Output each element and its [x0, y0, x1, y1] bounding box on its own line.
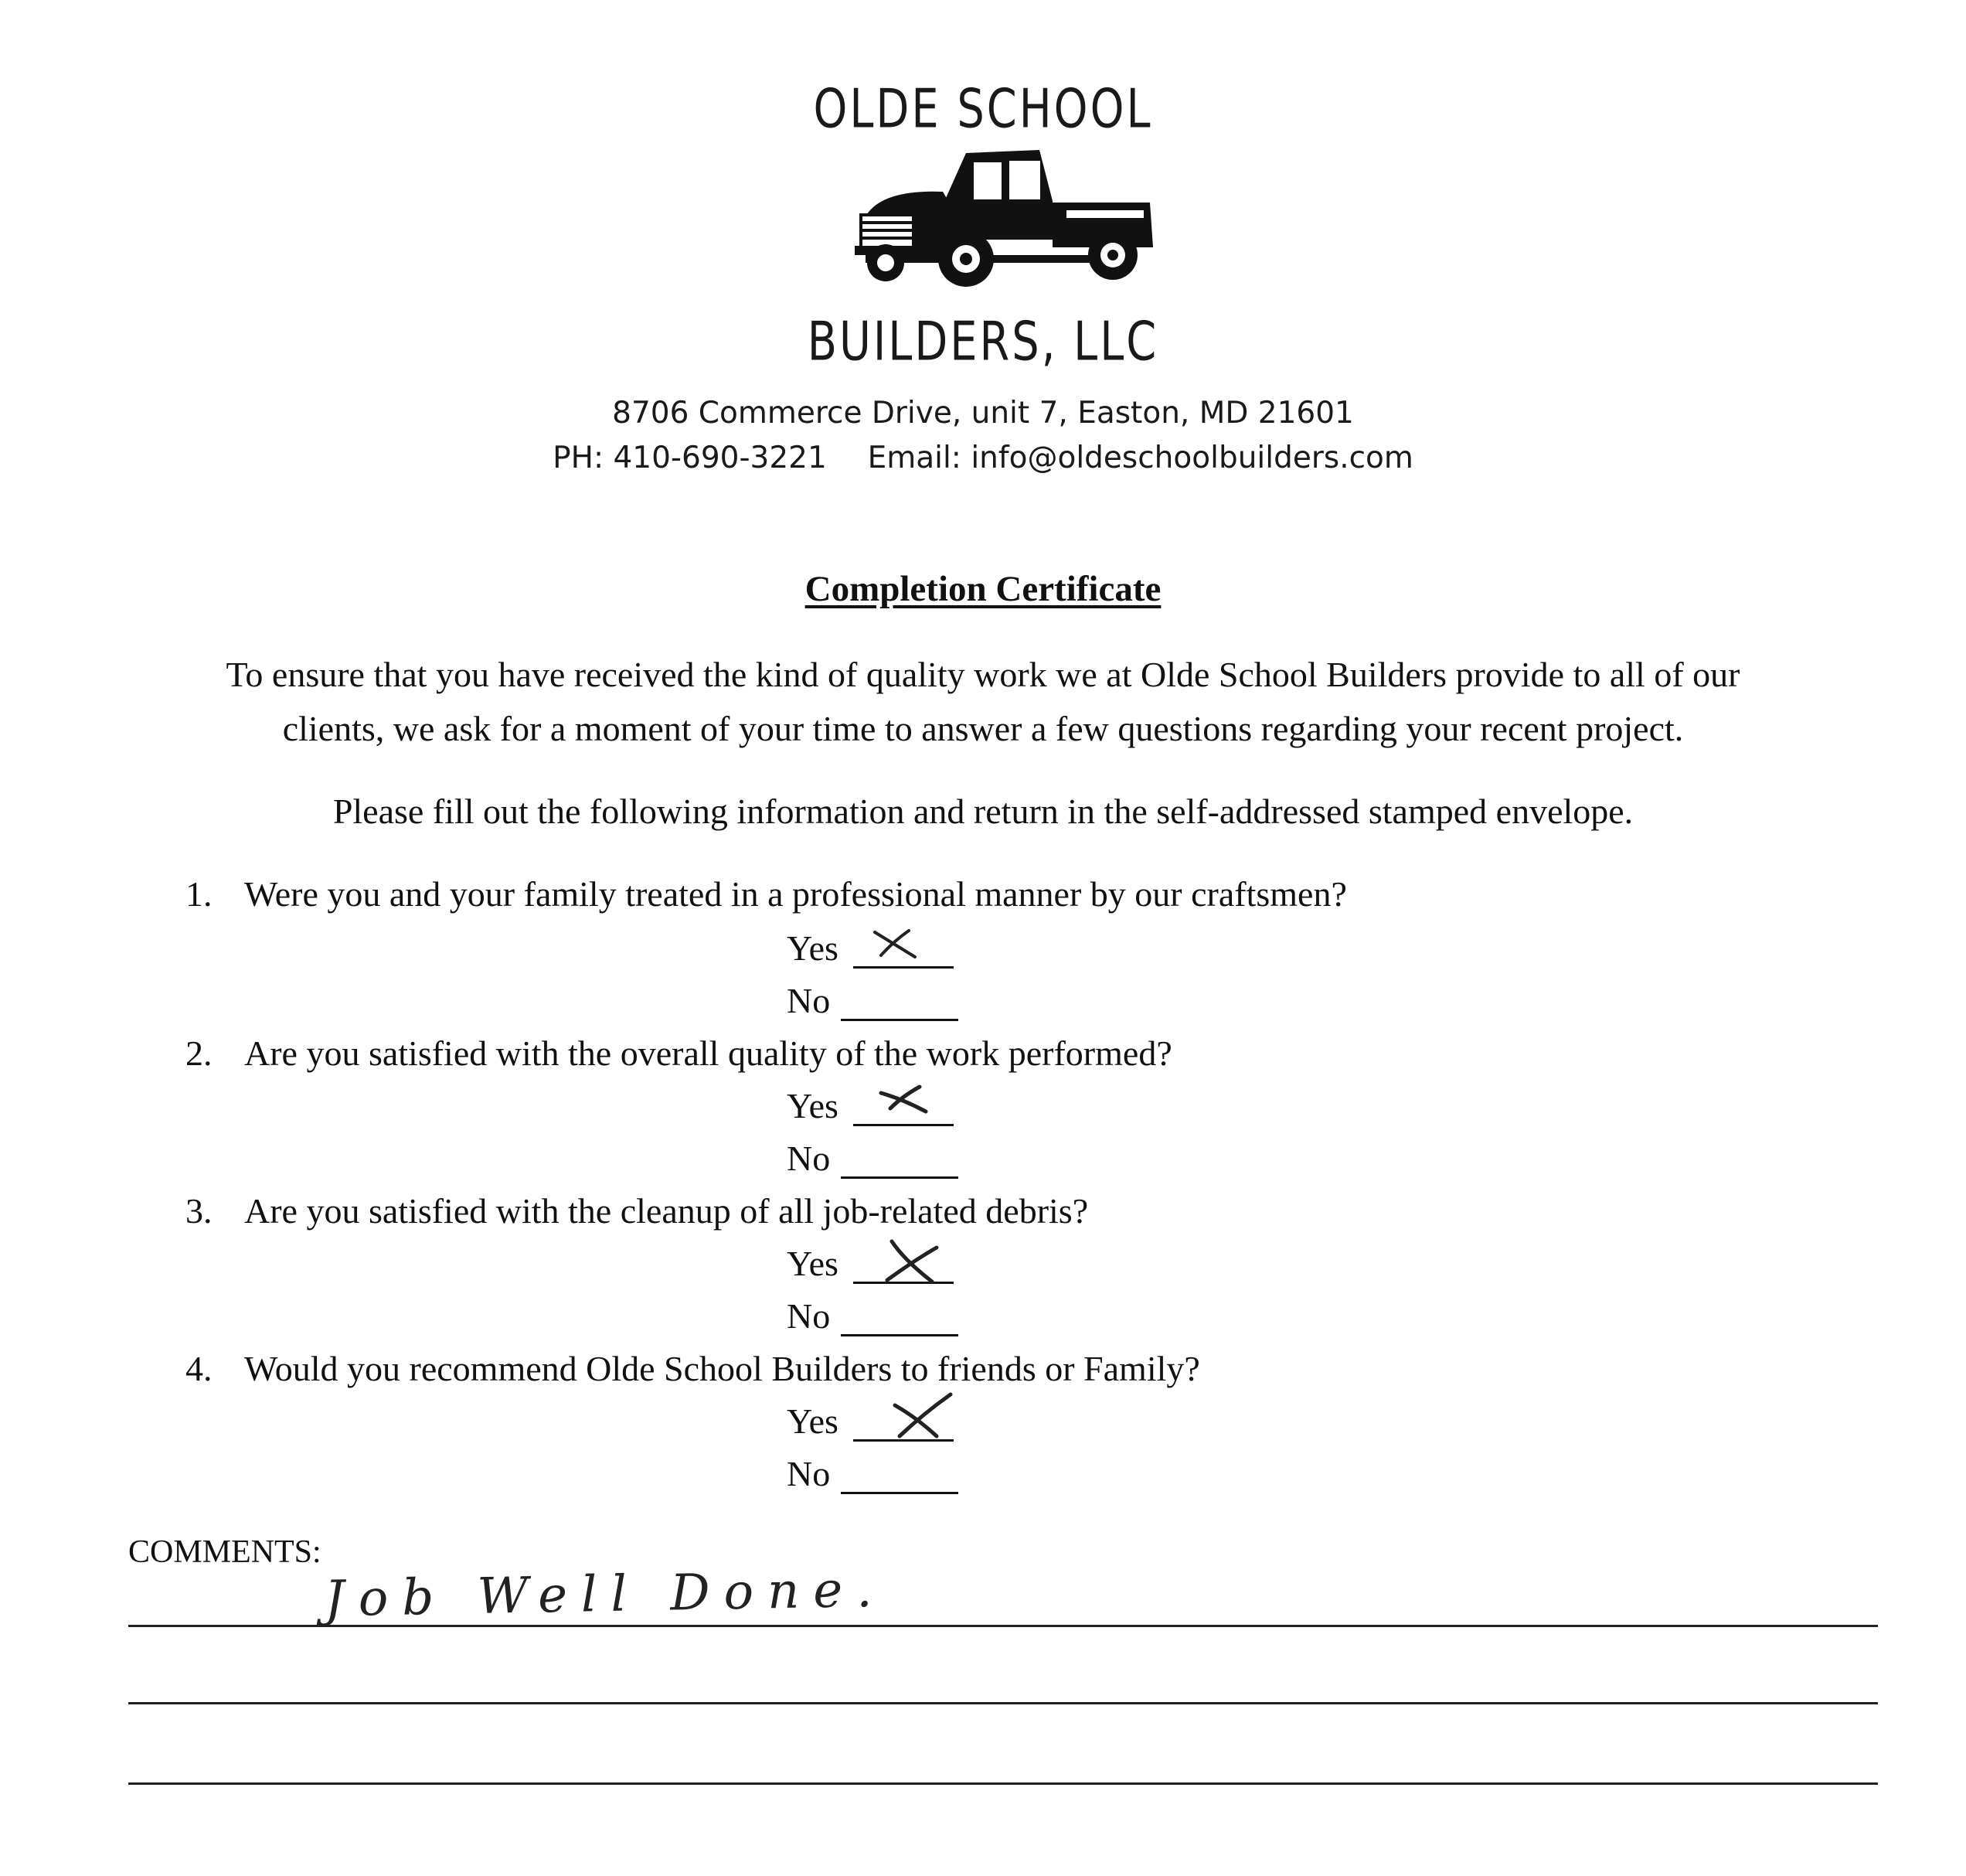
document-title: Completion Certificate	[804, 569, 1162, 609]
intro-line-2: clients, we ask for a moment of your time to answer a few questions regarding your recent project.	[282, 709, 1684, 748]
comments-line-2[interactable]	[128, 1702, 1878, 1704]
question-1-yes-label: Yes	[787, 928, 838, 968]
question-2-number: 2.	[185, 1033, 213, 1073]
question-4-yes-check-mark	[886, 1391, 955, 1441]
question-3-yes-check-mark	[881, 1237, 943, 1286]
comments-line-3[interactable]	[128, 1782, 1878, 1785]
logo-bottom-text: BUILDERS, LLC	[807, 309, 1159, 373]
question-4-yes-label: Yes	[787, 1401, 838, 1441]
question-2-yes-blank[interactable]	[853, 1124, 954, 1126]
pickup-truck-icon	[850, 147, 1159, 290]
question-2-yes-label: Yes	[787, 1086, 838, 1125]
question-3-text: Are you satisfied with the cleanup of all job-related debris?	[244, 1191, 1089, 1231]
question-3-number: 3.	[185, 1191, 213, 1231]
intro-line-1: To ensure that you have received the kind of quality work we at Olde School Builders provide to all of our	[226, 655, 1740, 694]
question-2-no-blank[interactable]	[841, 1176, 958, 1179]
question-1-yes-blank[interactable]	[853, 966, 954, 969]
question-4-number: 4.	[185, 1349, 213, 1388]
question-2-yes-check-mark	[876, 1082, 932, 1116]
question-3-no-label: No	[787, 1296, 831, 1336]
question-4-text: Would you recommend Olde School Builders to friends or Family?	[244, 1349, 1200, 1388]
company-address: 8706 Commerce Drive, unit 7, Easton, MD 21601	[612, 396, 1354, 431]
comments-handwritten-text: Job Well Done.	[324, 1561, 887, 1629]
question-1-no-label: No	[787, 981, 831, 1020]
comments-line-1[interactable]	[128, 1625, 1878, 1627]
question-3-yes-label: Yes	[787, 1244, 838, 1283]
question-4-no-blank[interactable]	[841, 1492, 958, 1494]
question-2-text: Are you satisfied with the overall quality of the work performed?	[244, 1033, 1172, 1073]
logo-top-text: OLDE SCHOOL	[813, 77, 1153, 141]
company-email: Email: info@oldeschoolbuilders.com	[867, 441, 1413, 475]
question-1-text: Were you and your family treated in a professional manner by our craftsmen?	[244, 874, 1347, 914]
comments-label: COMMENTS:	[128, 1534, 321, 1570]
company-phone: PH: 410-690-3221	[553, 441, 827, 475]
instruction-text: Please fill out the following information and return in the self-addressed stamped envelope.	[332, 792, 1634, 831]
question-1-number: 1.	[185, 874, 213, 914]
question-1-yes-check-mark	[870, 924, 924, 963]
question-4-no-label: No	[787, 1454, 831, 1493]
question-3-no-blank[interactable]	[841, 1334, 958, 1336]
question-2-no-label: No	[787, 1139, 831, 1178]
company-contact-line	[0, 441, 1966, 475]
question-1-no-blank[interactable]	[841, 1019, 958, 1021]
